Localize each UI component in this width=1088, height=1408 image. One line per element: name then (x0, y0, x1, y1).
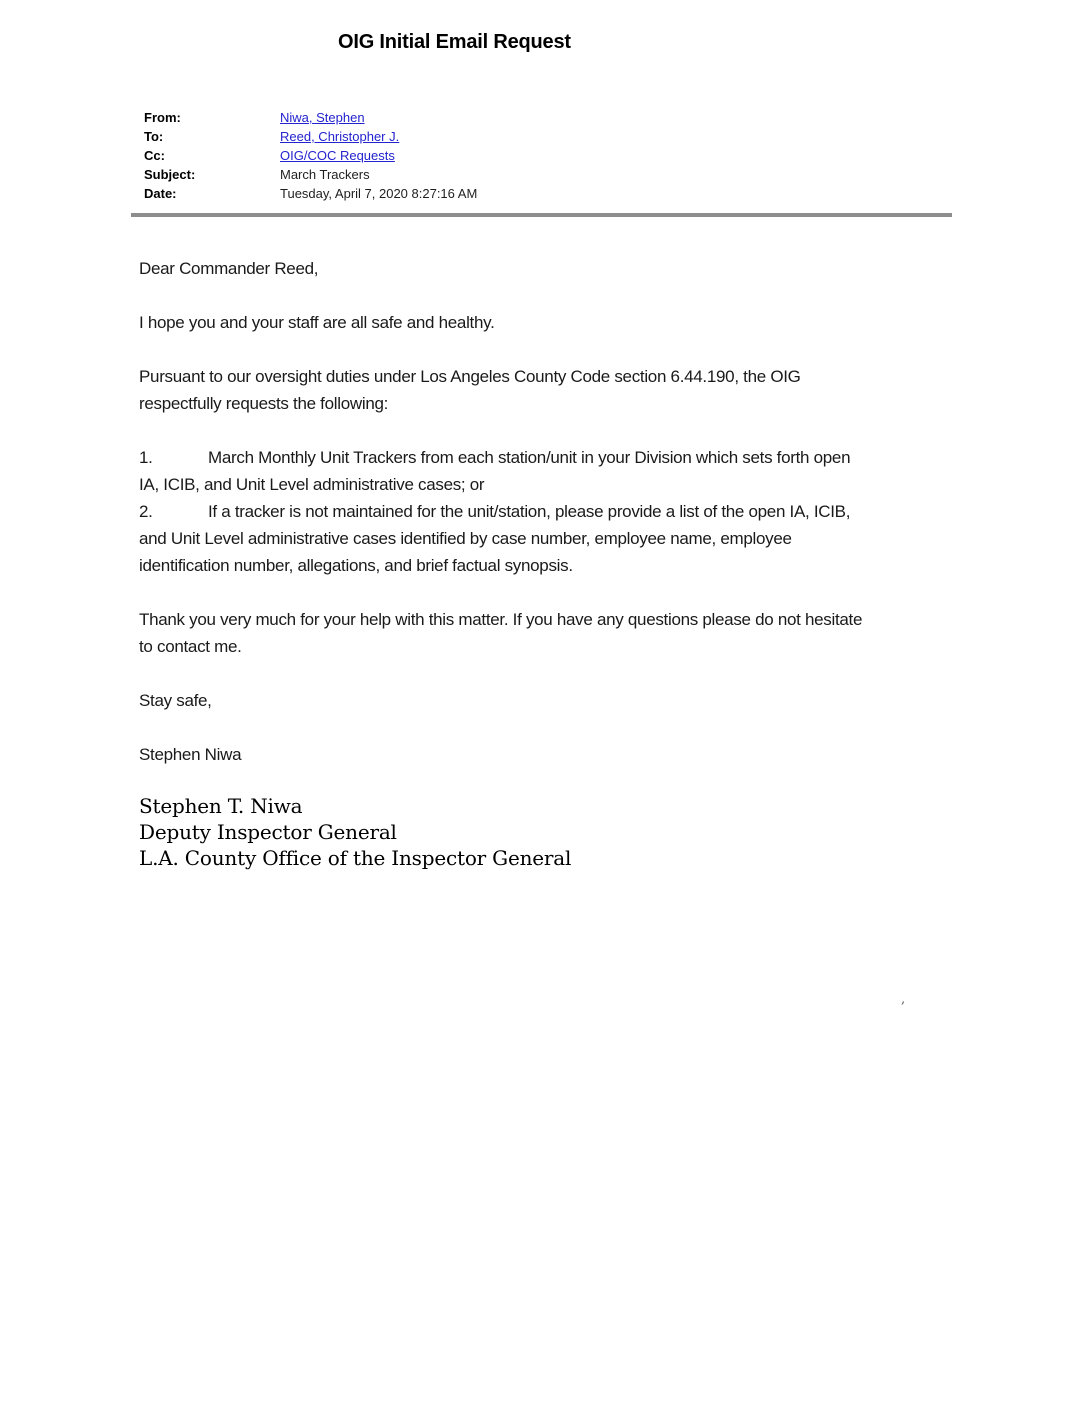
thanks-paragraph (139, 606, 954, 660)
body-line: IA, ICIB, and Unit Level administrative cases; or (139, 475, 485, 494)
body-line: Thank you very much for your help with this matter. If you have any questions please do not hesitate (139, 610, 863, 629)
list-item-text: March Monthly Unit Trackers from each station/unit in your Division which sets forth open (208, 448, 851, 467)
body-line: respectfully requests the following: (139, 394, 389, 413)
signature-org: L.A. County Office of the Inspector General (139, 846, 572, 870)
date-label: Date: (144, 186, 177, 201)
body-line (139, 444, 954, 471)
header-row-subject (144, 165, 477, 184)
signature-title: Deputy Inspector General (139, 820, 397, 844)
subject-value: March Trackers (280, 167, 370, 182)
body-line: Stephen Niwa (139, 745, 242, 764)
list-number: 1. (139, 448, 153, 467)
from-link[interactable]: Niwa, Stephen (280, 110, 365, 125)
cc-link[interactable]: OIG/COC Requests (280, 148, 395, 163)
list-number: 2. (139, 502, 153, 521)
document-title: OIG Initial Email Request (338, 31, 571, 53)
header-row-to (144, 127, 477, 146)
list-item-2 (139, 498, 954, 579)
email-body (139, 255, 954, 795)
body-line: I hope you and your staff are all safe and healthy. (139, 313, 495, 332)
from-label: From: (144, 110, 181, 125)
greeting-paragraph (139, 255, 954, 282)
cc-label: Cc: (144, 148, 165, 163)
body-line: and Unit Level administrative cases identified by case number, employee name, employee (139, 529, 792, 548)
header-row-cc (144, 146, 477, 165)
closing-paragraph (139, 687, 954, 714)
body-line: Stay safe, (139, 691, 212, 710)
body-line: Dear Commander Reed, (139, 259, 319, 278)
request-intro-paragraph (139, 363, 954, 417)
list-item-1 (139, 444, 954, 498)
header-row-from (144, 108, 477, 127)
list-item-text: If a tracker is not maintained for the unit/station, please provide a list of the open IA, ICIB, (208, 502, 851, 521)
signature-name: Stephen T. Niwa (139, 794, 303, 818)
body-line (139, 498, 954, 525)
email-header (144, 108, 477, 203)
subject-label: Subject: (144, 167, 196, 182)
body-line: identification number, allegations, and brief factual synopsis. (139, 556, 573, 575)
sender-name-paragraph (139, 741, 954, 768)
to-link[interactable]: Reed, Christopher J. (280, 129, 400, 144)
signature-block (139, 793, 571, 871)
wellwishes-paragraph (139, 309, 954, 336)
body-line: to contact me. (139, 637, 242, 656)
header-row-date (144, 184, 477, 203)
header-divider (131, 213, 952, 217)
stray-mark: , (901, 992, 906, 1007)
body-line: Pursuant to our oversight duties under Los Angeles County Code section 6.44.190, the OIG (139, 367, 801, 386)
to-label: To: (144, 129, 164, 144)
date-value: Tuesday, April 7, 2020 8:27:16 AM (280, 186, 478, 201)
